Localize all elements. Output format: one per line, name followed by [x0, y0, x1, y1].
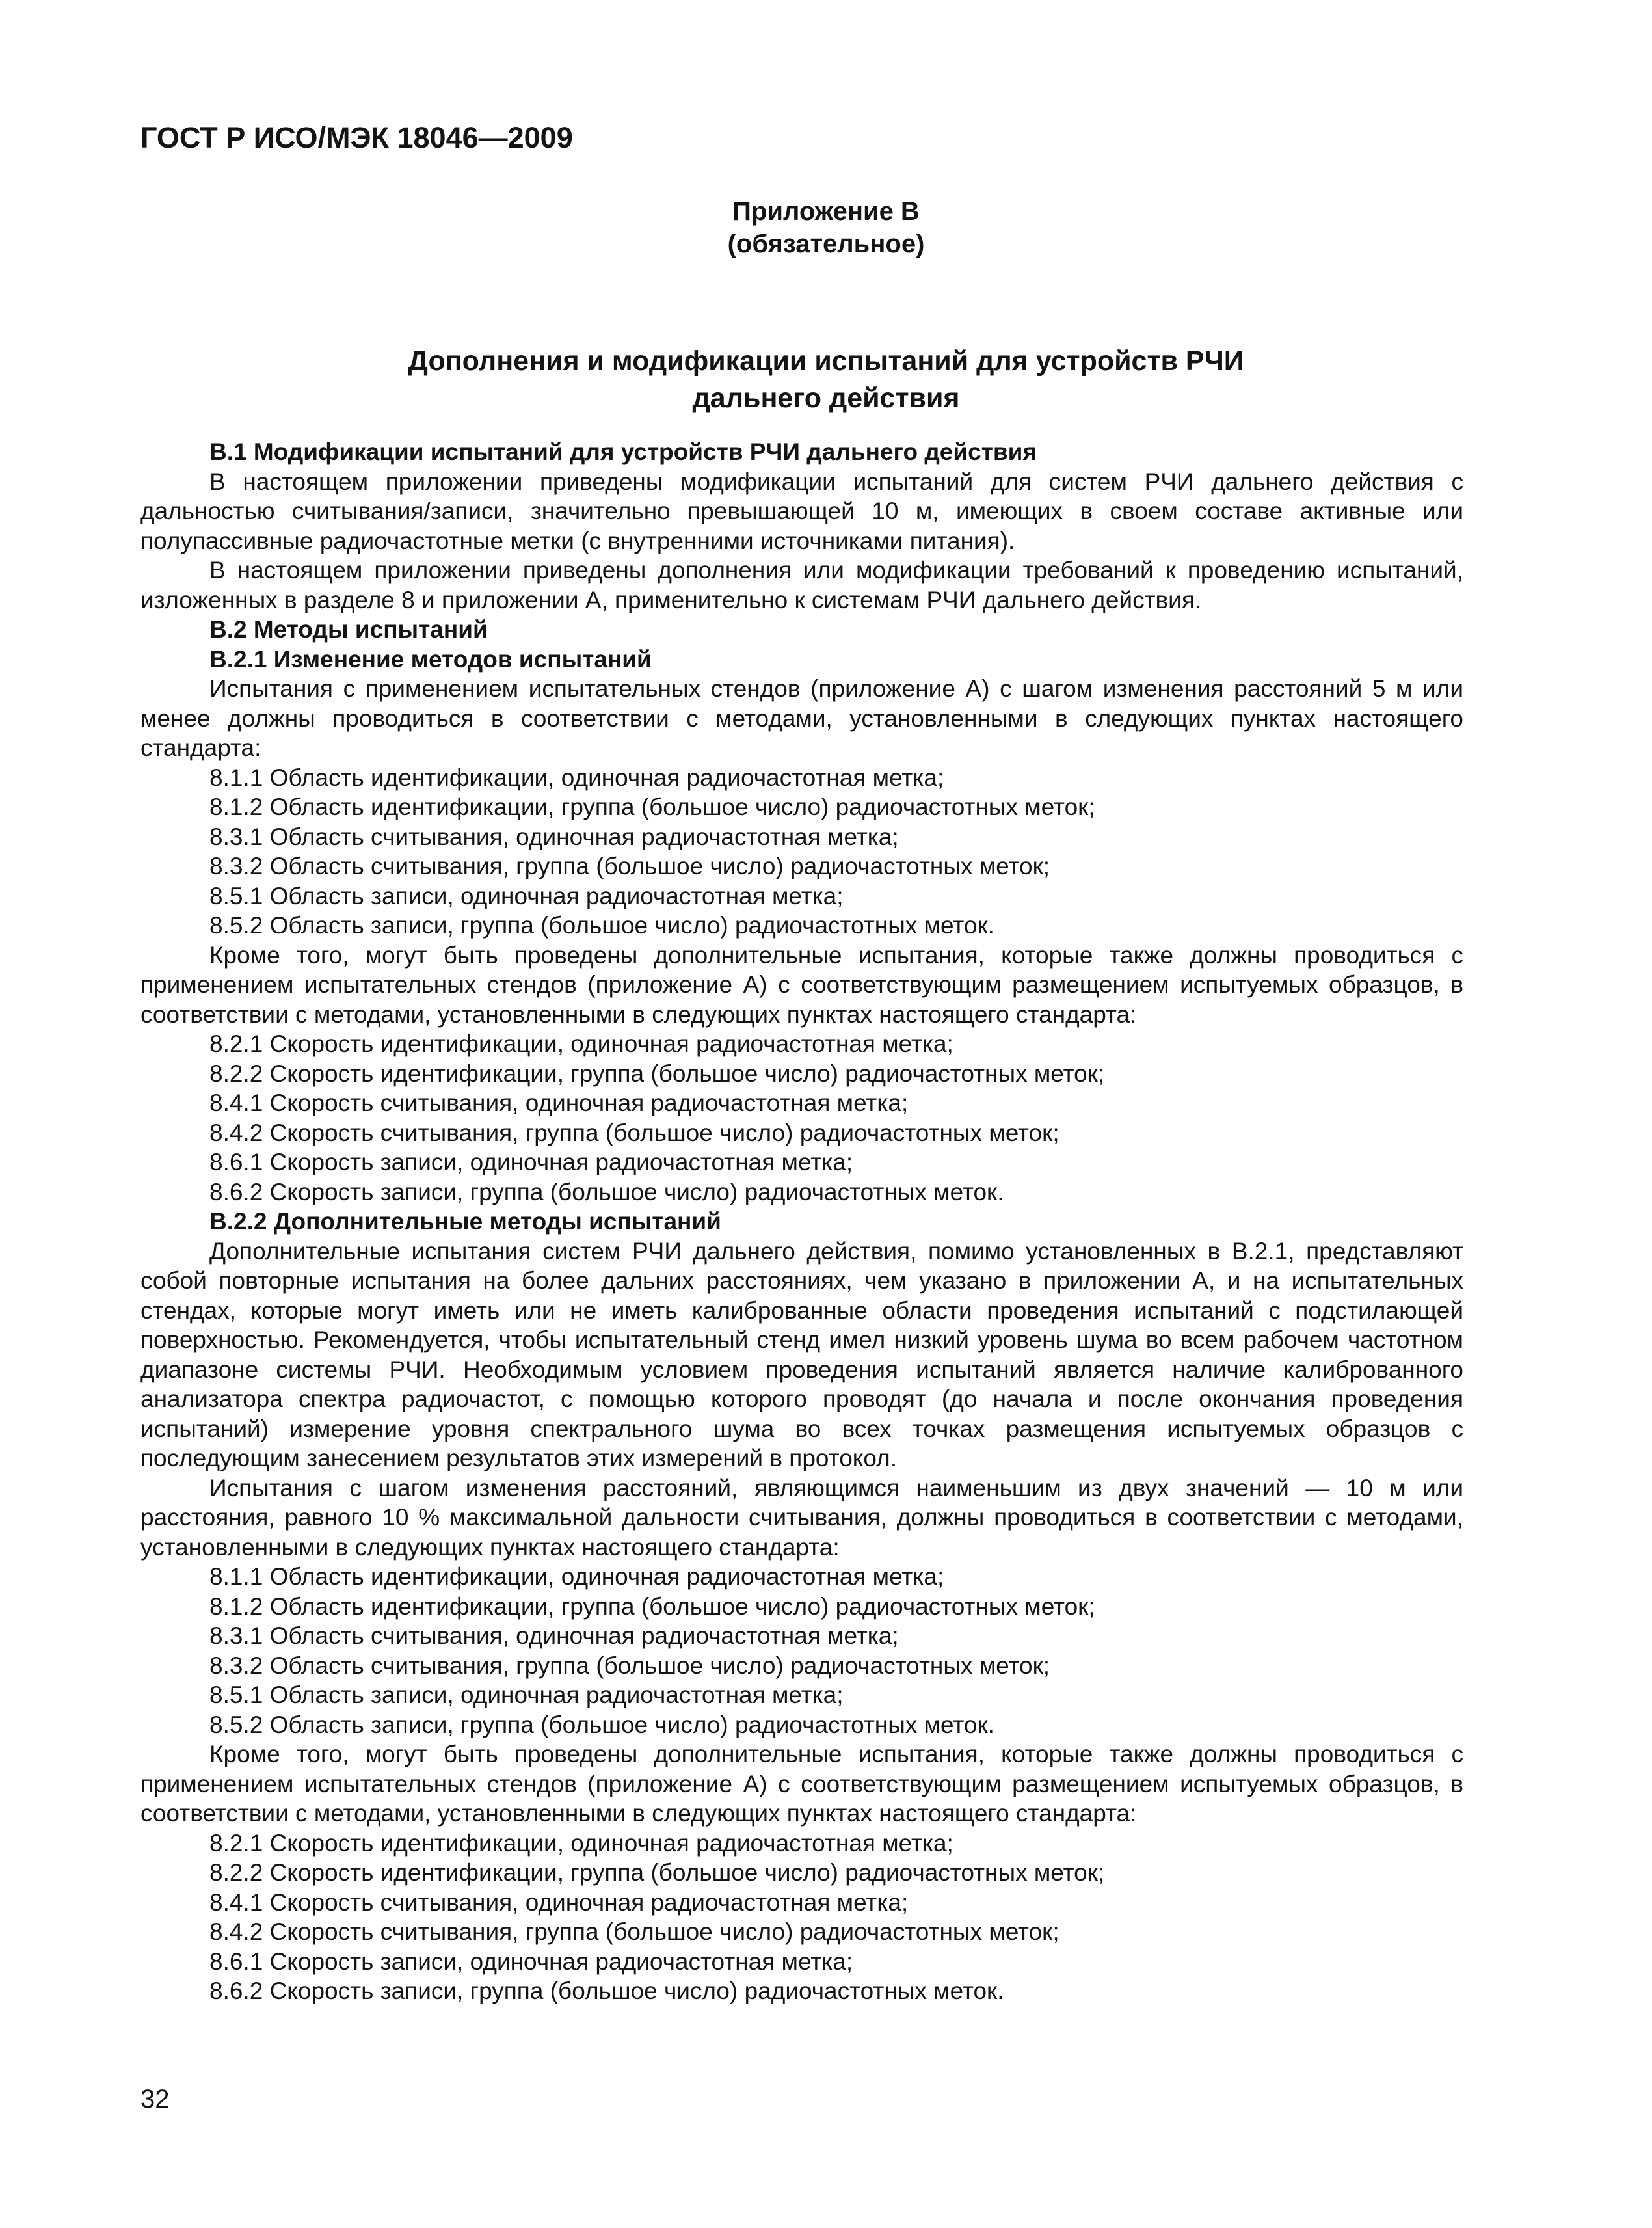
paragraph: Кроме того, могут быть проведены дополнительные испытания, которые также должны проводиться с применением испытательных стендов (приложение А) с соответствующим размещением испытуемых образцов, в соответствии с методами, установленными в следующих пунктах настоящего стандарта: — [140, 1741, 1463, 1827]
list-item: 8.2.2 Скорость идентификации, группа (большое число) радиочастотных меток; — [209, 1859, 1105, 1886]
list-item: 8.3.1 Область считывания, одиночная радиочастотная метка; — [209, 823, 899, 850]
list-item: 8.2.2 Скорость идентификации, группа (большое число) радиочастотных меток; — [209, 1060, 1105, 1087]
list-item: 8.4.1 Скорость считывания, одиночная радиочастотная метка; — [209, 1888, 909, 1916]
list-item: 8.6.2 Скорость записи, группа (большое число) радиочастотных меток. — [209, 1978, 1004, 2004]
list-item: 8.3.1 Область считывания, одиночная радиочастотная метка; — [209, 1622, 899, 1649]
list-item: 8.2.1 Скорость идентификации, одиночная радиочастотная метка; — [209, 1829, 953, 1857]
list-item: 8.5.2 Область записи, группа (большое число) радиочастотных меток. — [209, 912, 994, 939]
paragraph: Дополнительные испытания систем РЧИ дальнего действия, помимо установленных в В.2.1, представляют собой повторные испытания на более дальних расстояниях, чем указано в приложении А, и на испытательных стендах, которые могут иметь или не иметь калиброванные области проведения испытаний с подстилающей поверхностью. Рекомендуется, чтобы испытательный стенд имел низкий уровень шума во всем рабочем частотном диапазоне системы РЧИ. Необходимым условием проведения испытаний является наличие калиброванного анализатора спектра радиочастот, с помощью которого проводят (до начала и после окончания проведения испытаний) измерение уровня спектрального шума во всех точках размещения испытуемых образцов с последующим занесением результатов этих измерений в протокол. — [140, 1237, 1463, 1471]
list-item: 8.5.1 Область записи, одиночная радиочастотная метка; — [209, 1682, 844, 1708]
page-number: 32 — [140, 2085, 170, 2114]
section-b22-heading: В.2.2 Дополнительные методы испытаний — [209, 1208, 721, 1235]
list-item: 8.6.1 Скорость записи, одиночная радиочастотная метка; — [209, 1948, 853, 1975]
list-item: 8.3.2 Область считывания, группа (большое число) радиочастотных меток; — [209, 853, 1050, 879]
section-b21-heading: В.2.1 Изменение методов испытаний — [209, 645, 652, 673]
paragraph: Испытания с шагом изменения расстояний, являющимся наименьшим из двух значений — 10 м или расстояния, равного 10 % максимальной дальности считывания, должны проводиться в соответствии с методами, установленными в следующих пунктах настоящего стандарта: — [140, 1474, 1463, 1561]
list-item: 8.4.2 Скорость считывания, группа (большое число) радиочастотных меток; — [209, 1119, 1059, 1146]
paragraph: Испытания с применением испытательных стендов (приложение А) с шагом изменения расстояний 5 м или менее должны проводиться в соответствии с методами, установленными в следующих пунктах настоящего стандарта: — [140, 675, 1463, 761]
list-item: 8.1.2 Область идентификации, группа (большое число) радиочастотных меток; — [209, 794, 1095, 820]
list-item: 8.5.1 Область записи, одиночная радиочастотная метка; — [209, 882, 844, 909]
paragraph: В настоящем приложении приведены дополнения или модификации требований к проведению испытаний, изложенных в разделе 8 и приложении А, применительно к системам РЧИ дальнего действия. — [140, 557, 1463, 613]
list-item: 8.1.1 Область идентификации, одиночная радиочастотная метка; — [209, 1563, 944, 1590]
document-body — [140, 437, 1463, 2006]
list-item: 8.4.2 Скорость считывания, группа (большое число) радиочастотных меток; — [209, 1918, 1059, 1945]
section-b1-heading: В.1 Модификации испытаний для устройств РЧИ дальнего действия — [209, 438, 1037, 465]
list-item: 8.4.1 Скорость считывания, одиночная радиочастотная метка; — [209, 1090, 909, 1116]
paragraph: В настоящем приложении приведены модификации испытаний для систем РЧИ дальнего действия с дальностью считывания/записи, значительно превышающей 10 м, имеющих в своем составе активные или полупассивные радиочастотные метки (с внутренними источниками питания). — [140, 468, 1463, 554]
list-item: 8.1.2 Область идентификации, группа (большое число) радиочастотных меток; — [209, 1592, 1095, 1620]
list-item: 8.5.2 Область записи, группа (большое число) радиочастотных меток. — [209, 1711, 994, 1738]
list-item: 8.6.2 Скорость записи, группа (большое число) радиочастотных меток. — [209, 1178, 1004, 1205]
appendix-heading — [0, 195, 1652, 260]
paragraph: Кроме того, могут быть проведены дополнительные испытания, которые также должны проводиться с применением испытательных стендов (приложение А) с соответствующим размещением испытуемых образцов, в соответствии с методами, установленными в следующих пунктах настоящего стандарта: — [140, 941, 1463, 1028]
list-item: 8.6.1 Скорость записи, одиночная радиочастотная метка; — [209, 1149, 853, 1175]
document-number: ГОСТ Р ИСО/МЭК 18046—2009 — [140, 121, 573, 154]
appendix-title: Приложение В — [732, 197, 920, 226]
section-b2-heading: В.2 Методы испытаний — [209, 616, 488, 643]
main-title — [0, 343, 1652, 417]
main-title-line-1: Дополнения и модификации испытаний для устройств РЧИ — [408, 345, 1244, 377]
list-item: 8.1.1 Область идентификации, одиночная радиочастотная метка; — [209, 764, 944, 791]
appendix-status: (обязательное) — [727, 230, 925, 258]
list-item: 8.3.2 Область считывания, группа (большое число) радиочастотных меток; — [209, 1652, 1050, 1679]
main-title-line-2: дальнего действия — [692, 383, 960, 414]
list-item: 8.2.1 Скорость идентификации, одиночная радиочастотная метка; — [209, 1030, 953, 1057]
